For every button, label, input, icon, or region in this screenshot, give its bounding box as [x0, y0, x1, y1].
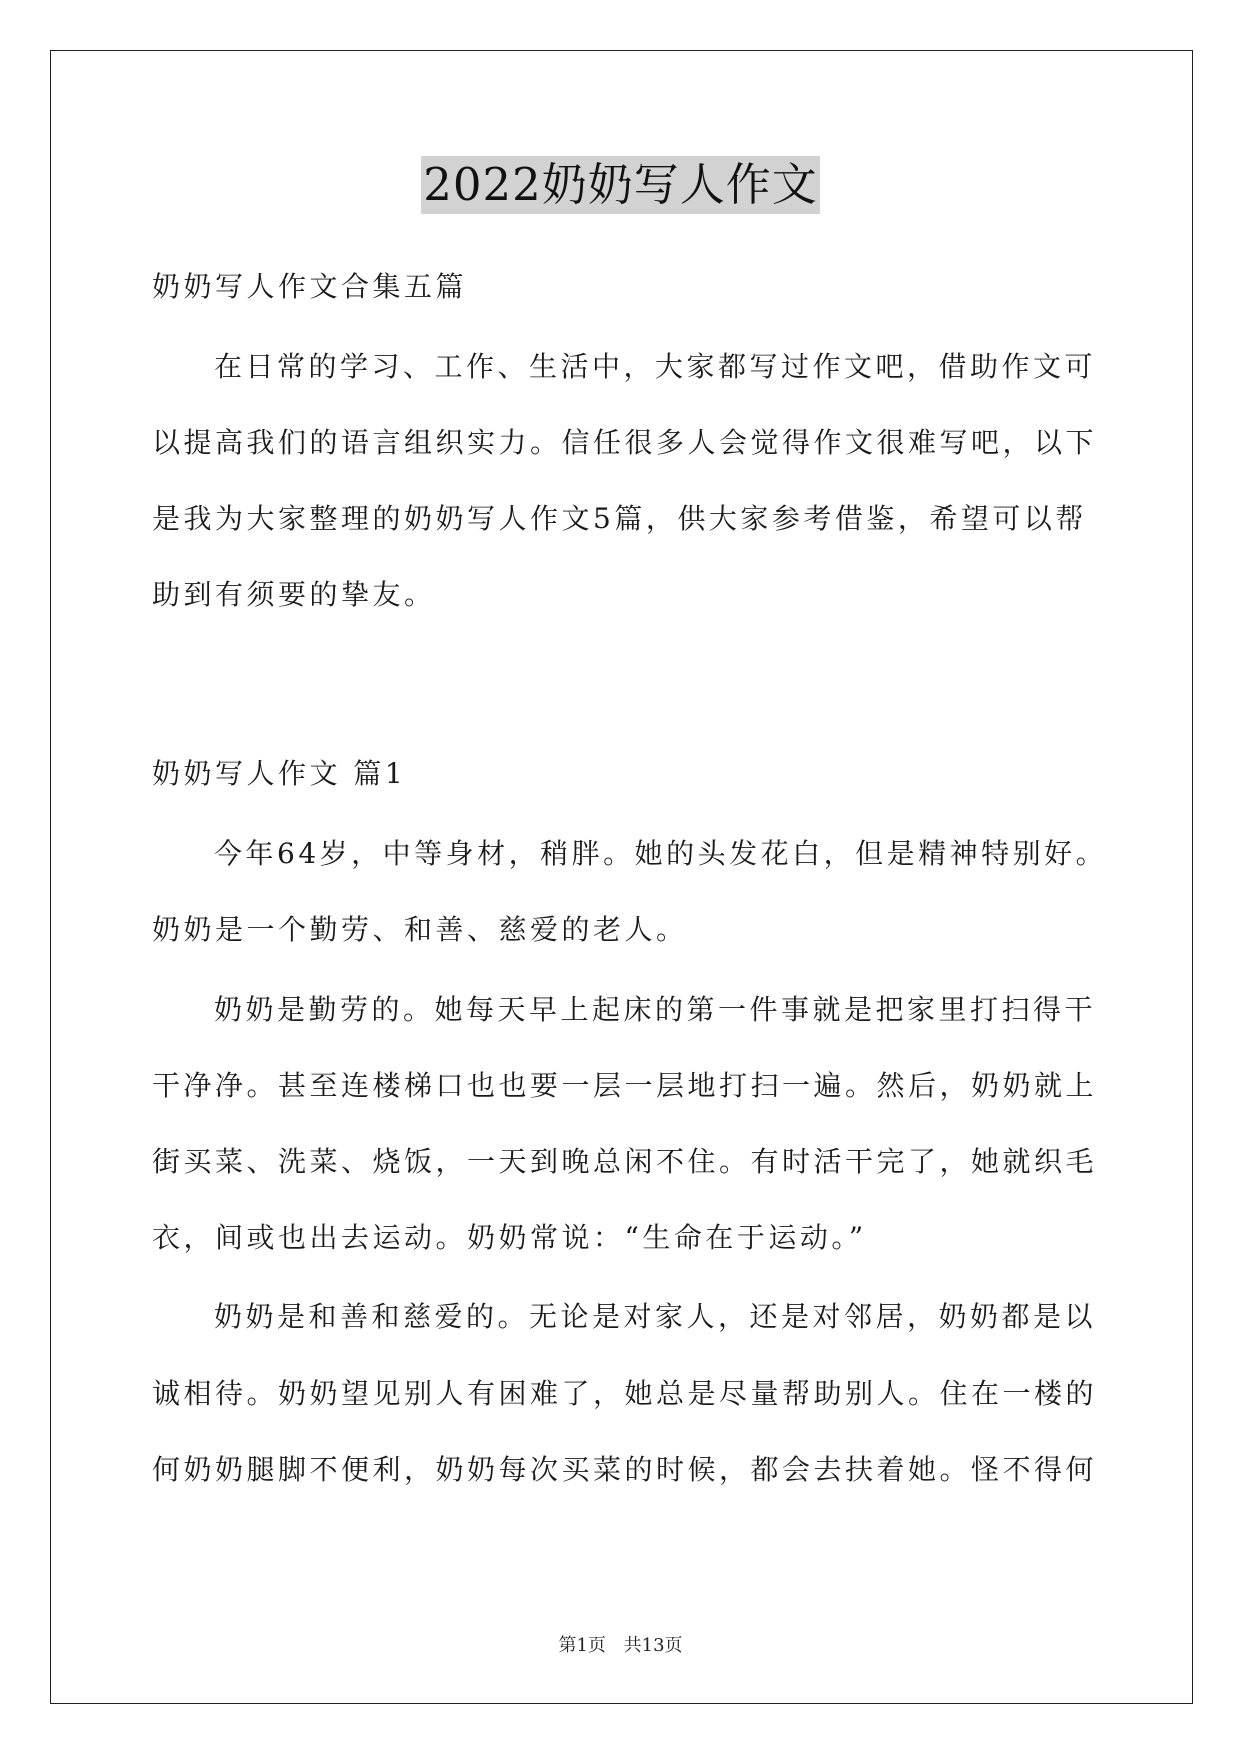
- page-total: 共13页: [623, 1635, 683, 1656]
- body-line: 诚相待。奶奶望见别人有困难了，她总是尽量帮助别人。住在一楼的: [152, 1377, 1098, 1410]
- body-line: 衣，间或也出去运动。奶奶常说：“生命在于运动。”: [152, 1221, 867, 1254]
- section-heading: 奶奶写人作文 篇1: [152, 757, 407, 790]
- body-line: 干净净。甚至连楼梯口也也要一层一层地打扫一遍。然后，奶奶就上: [152, 1069, 1098, 1102]
- intro-line: 是我为大家整理的奶奶写人作文5篇，供大家参考借鉴，希望可以帮: [152, 502, 1087, 535]
- page-footer: [0, 1634, 1241, 1658]
- document-title: 2022奶奶写人作文: [421, 156, 820, 214]
- body-line: 奶奶是和善和慈爱的。无论是对家人，还是对邻居，奶奶都是以: [214, 1300, 1097, 1333]
- document-subtitle: 奶奶写人作文合集五篇: [152, 270, 468, 303]
- intro-line: 在日常的学习、工作、生活中，大家都写过作文吧，借助作文可: [214, 350, 1097, 383]
- body-line: 今年64岁，中等身材，稍胖。她的头发花白，但是精神特别好。: [214, 837, 1108, 870]
- intro-line: 助到有须要的挚友。: [152, 578, 436, 611]
- title-container: [0, 156, 1241, 214]
- body-line: 何奶奶腿脚不便利，奶奶每次买菜的时候，都会去扶着她。怪不得何: [152, 1453, 1098, 1486]
- body-line: 奶奶是勤劳的。她每天早上起床的第一件事就是把家里打扫得干: [214, 993, 1097, 1026]
- body-line: 奶奶是一个勤劳、和善、慈爱的老人。: [152, 913, 688, 946]
- page-number: 第1页: [558, 1635, 606, 1656]
- intro-line: 以提高我们的语言组织实力。信任很多人会觉得作文很难写吧，以下: [152, 426, 1098, 459]
- body-line: 街买菜、洗菜、烧饭，一天到晚总闲不住。有时活干完了，她就织毛: [152, 1145, 1098, 1178]
